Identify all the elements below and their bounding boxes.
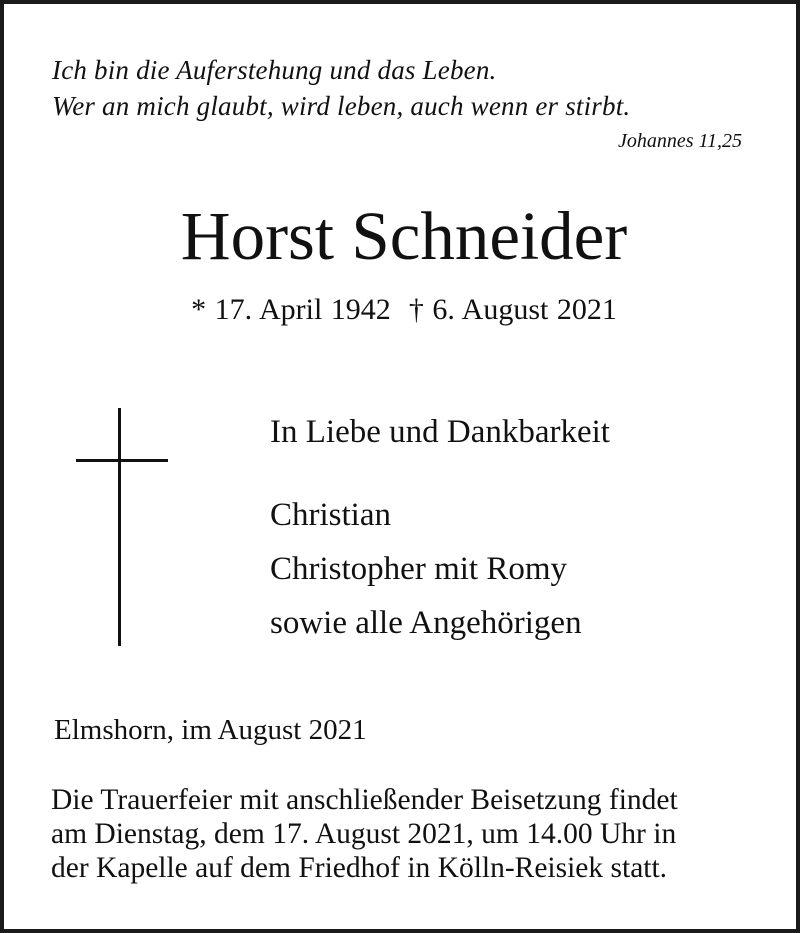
verse-line-2: Wer an mich glaubt, wird leben, auch wenn er stirbt.	[52, 91, 631, 121]
notice-line-1: Die Trauerfeier mit anschließender Beisetzung findet	[51, 784, 678, 816]
deceased-name: Horst Schneider	[180, 198, 628, 274]
place-and-date: Elmshorn, im August 2021	[54, 714, 367, 746]
bible-verse	[52, 52, 630, 124]
notice-line-2: am Dienstag, dem 17. August 2021, um 14.00 Uhr in	[51, 818, 677, 850]
death-date: † 6. August 2021	[408, 293, 617, 326]
notice-line-3: der Kapelle auf dem Friedhof in Kölln-Reisiek statt.	[51, 852, 668, 884]
mourners-heading: In Liebe und Dankbarkeit	[270, 414, 610, 450]
cross-icon	[76, 408, 168, 646]
mourner-name: sowie alle Angehörigen	[270, 605, 582, 641]
verse-line-1: Ich bin die Auferstehung und das Leben.	[52, 55, 497, 85]
mourners-list	[270, 488, 610, 650]
mourner-name: Christopher mit Romy	[270, 551, 567, 587]
life-dates	[4, 290, 800, 330]
funeral-notice	[51, 783, 771, 885]
mourners-block	[270, 406, 610, 650]
verse-reference: Johannes 11,25	[617, 130, 742, 152]
birth-date: * 17. April 1942	[191, 293, 391, 326]
mourner-name: Christian	[270, 497, 391, 533]
